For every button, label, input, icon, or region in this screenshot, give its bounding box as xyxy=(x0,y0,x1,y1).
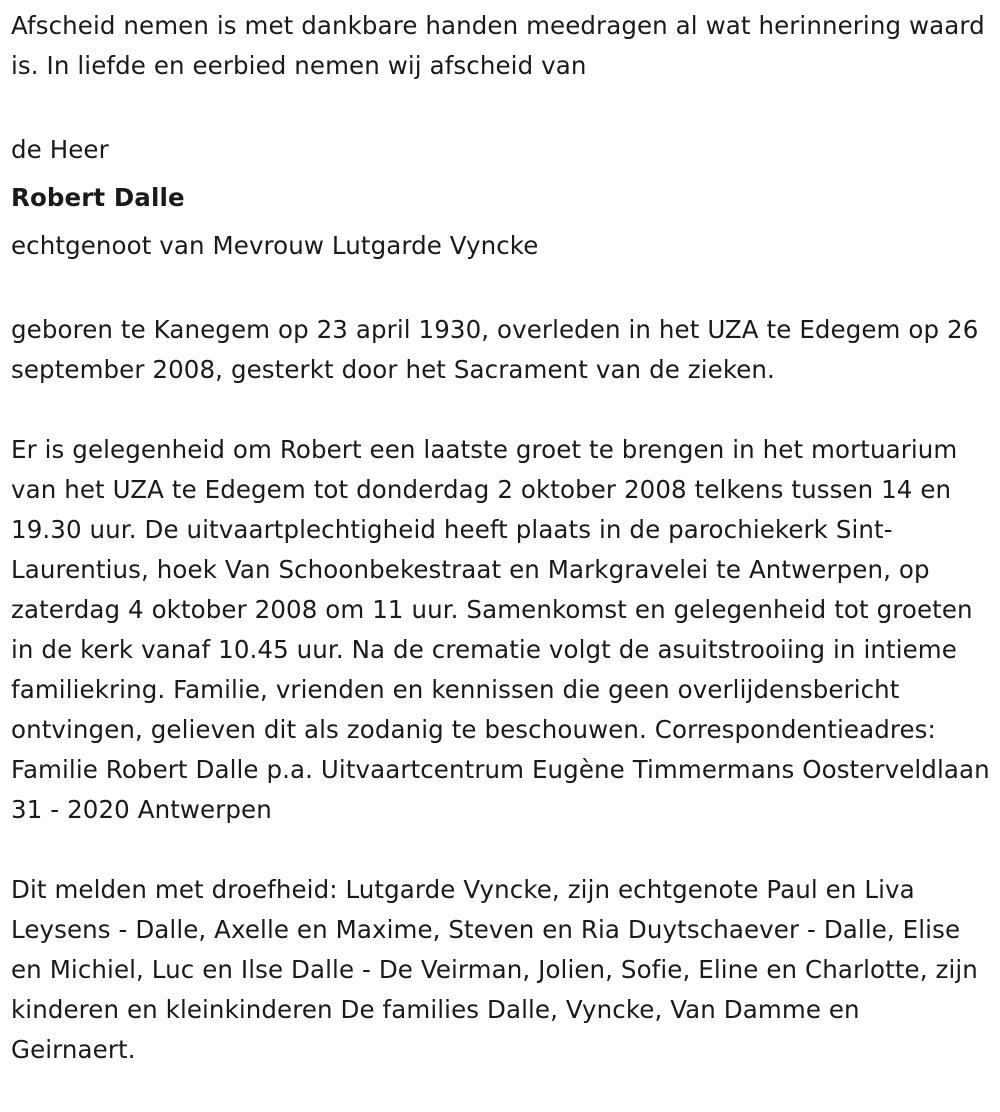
deceased-name: Robert Dalle xyxy=(11,183,185,212)
obituary-notice xyxy=(11,6,991,1070)
spacer xyxy=(11,270,991,310)
spouse-line: echtgenoot van Mevrouw Lutgarde Vyncke xyxy=(11,231,539,260)
spacer xyxy=(11,390,991,430)
deceased-header xyxy=(11,126,991,270)
spacer xyxy=(11,830,991,870)
arrangements-text: Er is gelegenheid om Robert een laatste groet te brengen in het mortuarium van het UZA te Edegem tot donderdag 2 oktober 2008 telkens tussen 14 en 19.30 uur. De uitvaartplechtigheid heeft plaats in de parochiekerk Sint-Laurentius, hoek Van Schoonbekestraat en Markgravelei te Antwerpen, op zaterdag 4 oktober 2008 om 11 uur. Samenkomst en gelegenheid tot groeten in de kerk vanaf 10.45 uur. Na de crematie volgt de asuitstrooiing in intieme familiekring. Familie, vrienden en kennissen die geen overlijdensbericht ontvingen, gelieven dit als zodanig te beschouwen. Correspondentieadres: Familie Robert Dalle p.a. Uitvaartcentrum Eugène Timmermans Oosterveldlaan 31 - 2020 Antwerpen xyxy=(11,435,990,824)
intro-text: Afscheid nemen is met dankbare handen meedragen al wat herinnering waard is. In liefde en eerbied nemen wij afscheid van xyxy=(11,11,985,80)
spacer xyxy=(11,86,991,126)
family-text: Dit melden met droefheid: Lutgarde Vyncke, zijn echtgenote Paul en Liva Leysens - Dalle, Axelle en Maxime, Steven en Ria Duytschaever - Dalle, Elise en Michiel, Luc en Ilse Dalle - De Veirman, Jolien, Sofie, Eline en Charlotte, zijn kinderen en kleinkinderen De families Dalle, Vyncke, Van Damme en Geirnaert. xyxy=(11,875,978,1064)
honorific: de Heer xyxy=(11,135,109,164)
birth-death-text: geboren te Kanegem op 23 april 1930, overleden in het UZA te Edegem op 26 september 2008, gesterkt door het Sacrament van de zieken. xyxy=(11,315,979,384)
